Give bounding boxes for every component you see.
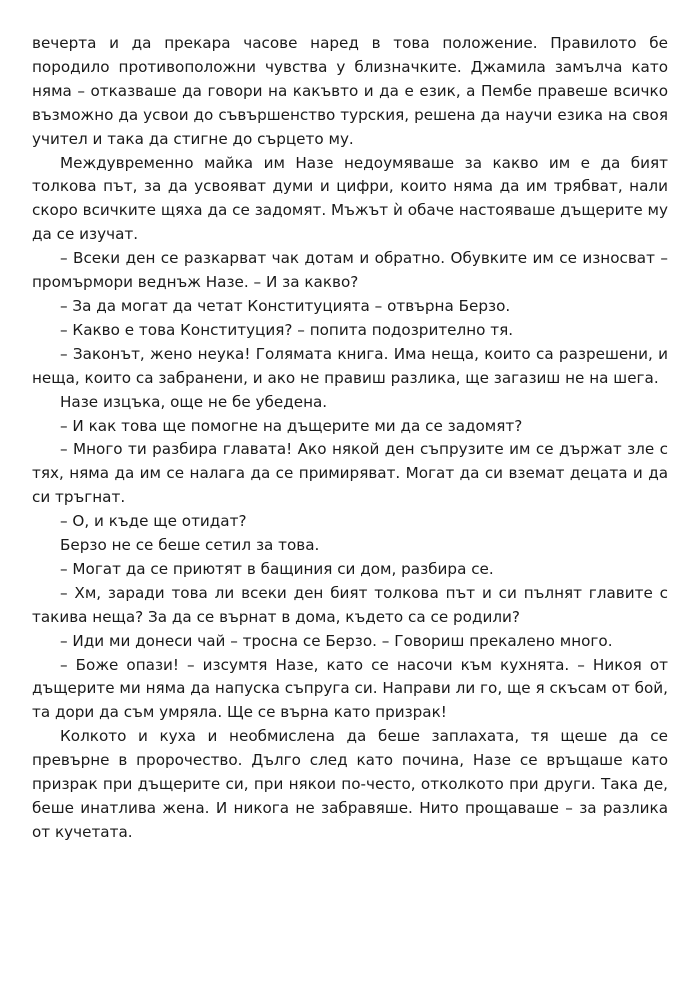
paragraph-6: – Законът, жено неука! Голямата книга. Има неща, които са разрешени, и неща, които са забранени, и ако не правиш разлика, ще загазиш не на шега. xyxy=(32,344,668,387)
paragraph-7: Назе изцъка, още не бе убедена. xyxy=(60,392,328,411)
paragraph-9: – Много ти разбира главата! Ако някой ден съпрузите им се държат зле с тях, няма да им се налага да се примиряват. Могат да си вземат децата и да си тръгнат. xyxy=(32,440,668,507)
paragraph-13: – Хм, заради това ли всеки ден бият толкова път и си пълнят главите с такива неща? За да се върнат в дома, където са се родили? xyxy=(32,583,668,626)
paragraph-2: Междувременно майка им Назе недоумяваше за какво им е да бият толкова път, за да усвояват думи и цифри, които няма да им трябват, нали скоро всичките щяха да се задомят. Мъжът ѝ обаче настояваше дъщерите му да се изучат. xyxy=(32,153,668,244)
paragraph-14: – Иди ми донеси чай – тросна се Берзо. – Говориш прекалено много. xyxy=(60,631,613,650)
paragraph-10: – О, и къде ще отидат? xyxy=(60,512,247,531)
paragraph-3: – Всеки ден се разкарват чак дотам и обратно. Обувките им се износват – промърмори веднъж Назе. – И за какво? xyxy=(32,249,668,292)
paragraph-16: Колкото и куха и необмислена да беше заплахата, тя щеше да се превърне в пророчество. Дълго след като почина, Назе се връщаше като призрак при дъщерите си, при някои по-често, отколкото при други. Така де, беше инатлива жена. И никога не забравяше. Нито прощаваше – за разлика от кучетата. xyxy=(32,727,668,841)
book-page xyxy=(32,32,668,845)
paragraph-15: – Боже опази! – изсумтя Назе, като се насочи към кухнята. – Никоя от дъщерите ми няма да напуска съпруга си. Направи ли го, ще я скъсам от бой, та дори да съм умряла. Ще се върна като призрак! xyxy=(32,655,668,722)
paragraph-8: – И как това ще помогне на дъщерите ми да се задомят? xyxy=(60,416,523,435)
paragraph-4: – За да могат да четат Конституцията – отвърна Берзо. xyxy=(60,296,511,315)
paragraph-12: – Могат да се приютят в бащиния си дом, разбира се. xyxy=(60,559,494,578)
paragraph-5: – Какво е това Конституция? – попита подозрително тя. xyxy=(60,320,514,339)
paragraph-1: вечерта и да прекара часове наред в това положение. Правилото бе породило противоположни чувства у близначките. Джамила замълча като няма – отказваше да говори на какъвто и да е език, а Пембе правеше всичко възможно да усвои до съвършенство турския, решена да научи езика на своя учител и така да стигне до сърцето му. xyxy=(32,34,668,148)
paragraph-11: Берзо не се беше сетил за това. xyxy=(60,536,320,555)
